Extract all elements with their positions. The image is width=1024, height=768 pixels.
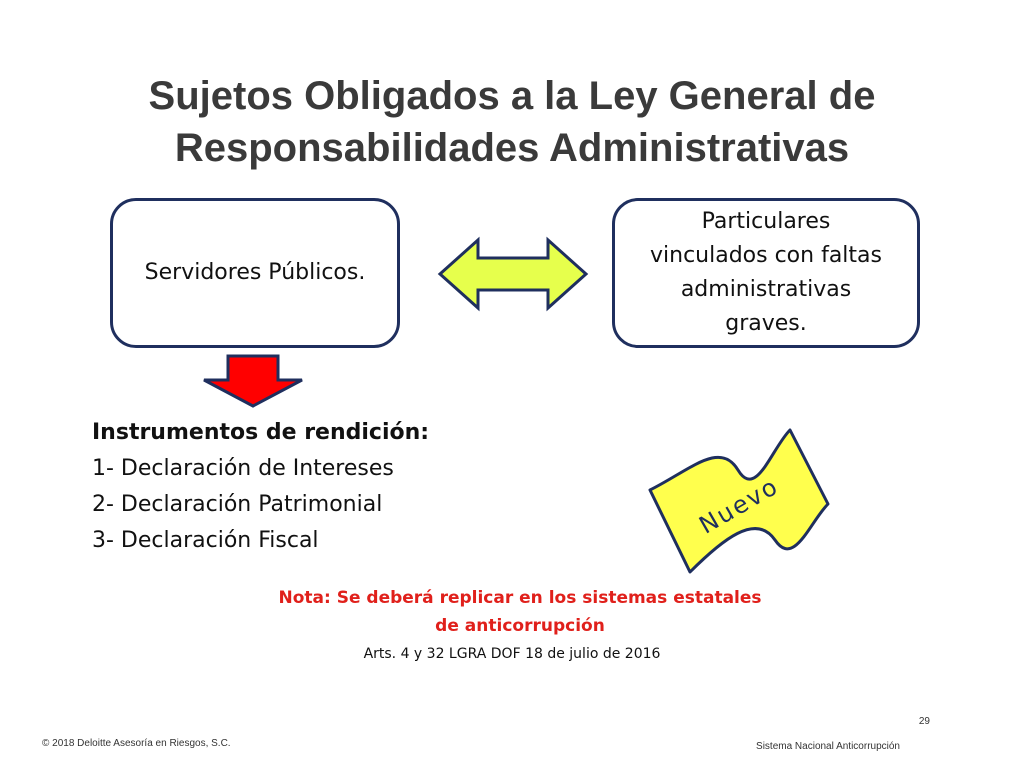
down-arrow-icon [204, 356, 302, 406]
arts-reference: Arts. 4 y 32 LGRA DOF 18 de julio de 2016 [363, 646, 661, 662]
instrumento-item-1: 1- Declaración de Intereses [92, 456, 394, 481]
instrumentos-list [92, 415, 512, 559]
nota-line-2: de anticorrupción [435, 616, 605, 636]
instrumentos-heading: Instrumentos de rendición: [92, 420, 430, 445]
title-line-2: Responsabilidades Administrativas [174, 126, 850, 170]
instrumento-item-3: 3- Declaración Fiscal [92, 528, 319, 553]
double-arrow-icon [440, 240, 586, 308]
particulares-line-2: vinculados con faltas [650, 243, 882, 268]
nuevo-label: Nuevo [694, 471, 784, 540]
footer-copyright: © 2018 Deloitte Asesoría en Riesgos, S.C. [42, 738, 231, 749]
particulares-line-4: graves. [725, 311, 807, 336]
footer-system: Sistema Nacional Anticorrupción [756, 741, 900, 752]
particulares-line-1: Particulares [701, 209, 831, 234]
nota-text [240, 584, 800, 640]
instrumento-item-2: 2- Declaración Patrimonial [92, 492, 383, 517]
servidores-label: Servidores Públicos. [144, 260, 366, 285]
title-line-1: Sujetos Obligados a la Ley General de [148, 74, 876, 118]
nota-line-1: Nota: Se deberá replicar en los sistemas estatales [278, 588, 762, 608]
particulares-line-3: administrativas [680, 277, 852, 302]
page-number: 29 [918, 716, 930, 727]
